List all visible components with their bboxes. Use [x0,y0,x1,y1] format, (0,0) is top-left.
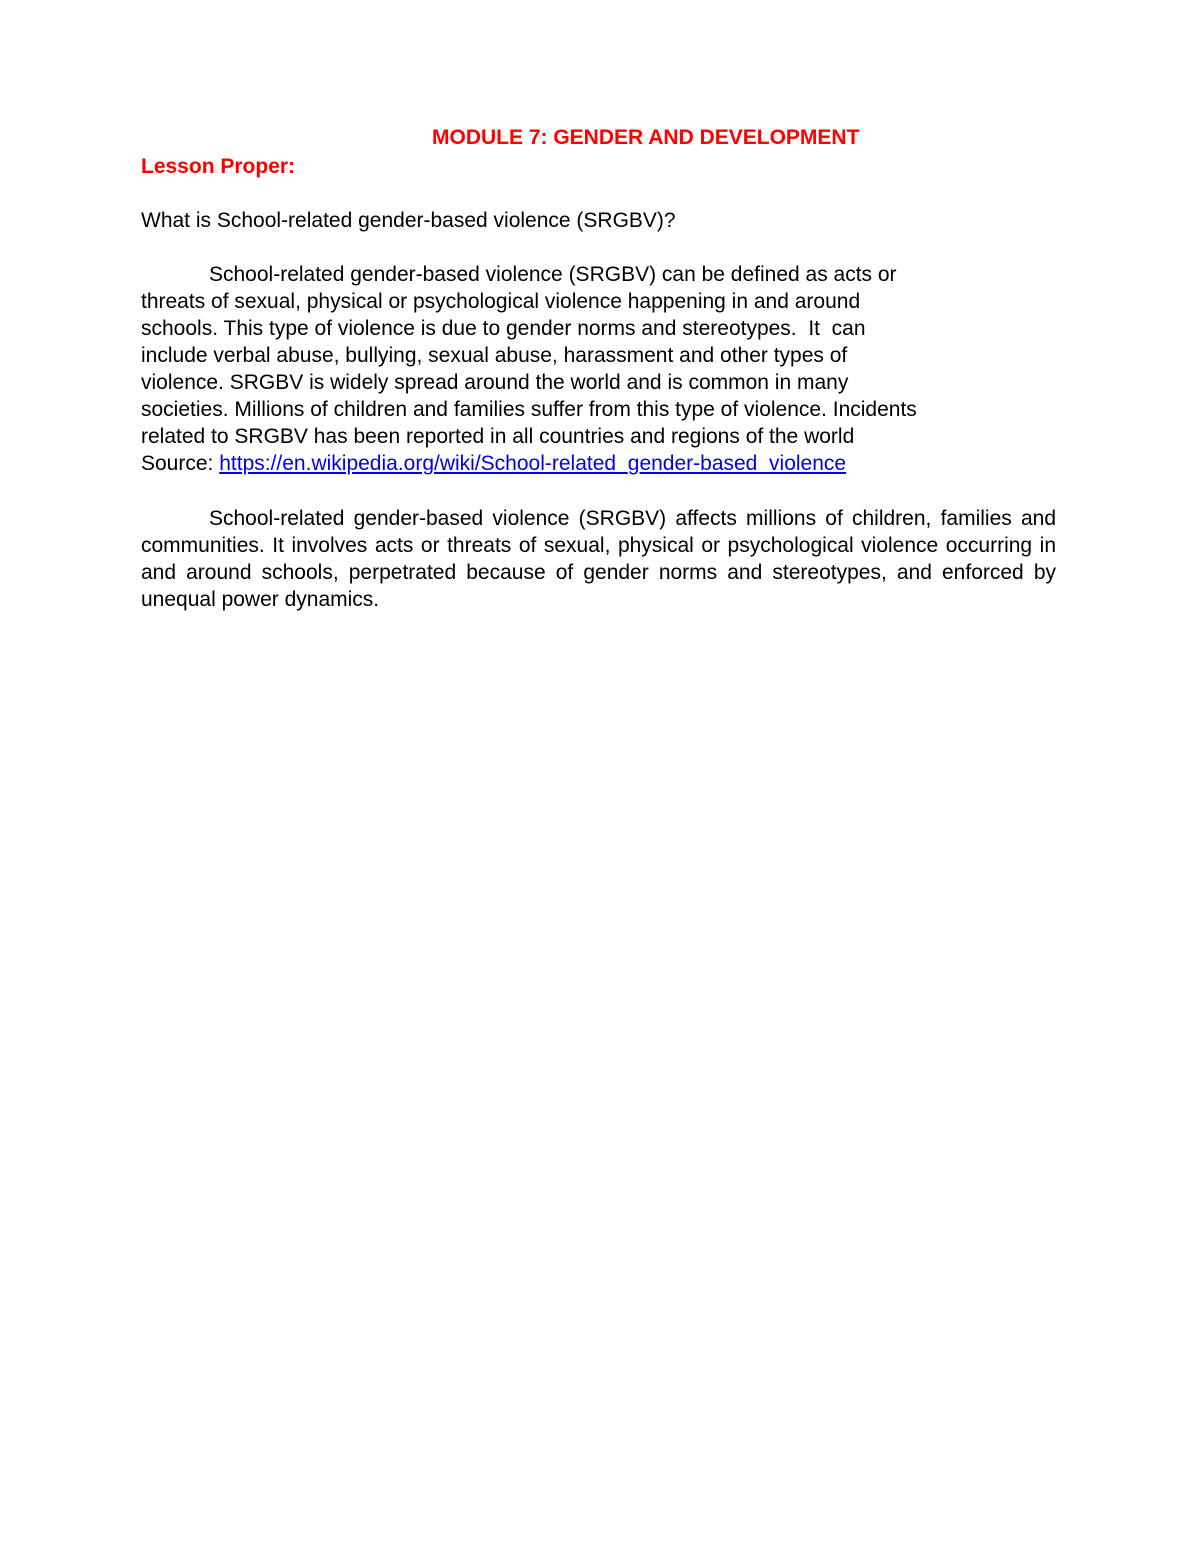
paragraph-line: violence. SRGBV is widely spread around the world and is common in many [141,371,849,394]
question-text: What is School-related gender-based violence (SRGBV)? [141,209,676,232]
paragraph-summary: School-related gender-based violence (SRGBV) affects millions of children, families and communities. It involves acts or threats of sexual, physical or psychological violence occurring in and around schools, perpetrated because of gender norms and stereotypes, and enforced by unequal power dynamics. [141,507,1056,611]
paragraph-line: related to SRGBV has been reported in all countries and regions of the world [141,425,855,448]
source-line [141,450,1056,477]
module-title: MODULE 7: GENDER AND DEVELOPMENT [432,126,860,149]
source-label: Source: [141,452,220,475]
paragraph-line: schools. This type of violence is due to gender norms and stereotypes. It can [141,317,866,340]
paragraph-line: threats of sexual, physical or psychological violence happening in and around [141,290,861,313]
source-link[interactable]: https://en.wikipedia.org/wiki/School-related_gender-based_violence [219,452,847,475]
paragraph-line: School-related gender-based violence (SRGBV) can be defined as acts or [209,263,897,286]
paragraph-definition [141,261,1056,477]
paragraph-line: include verbal abuse, bullying, sexual abuse, harassment and other types of [141,344,848,367]
section-heading: Lesson Proper: [141,155,296,178]
paragraph-line: societies. Millions of children and families suffer from this type of violence. Incidents [141,398,917,421]
